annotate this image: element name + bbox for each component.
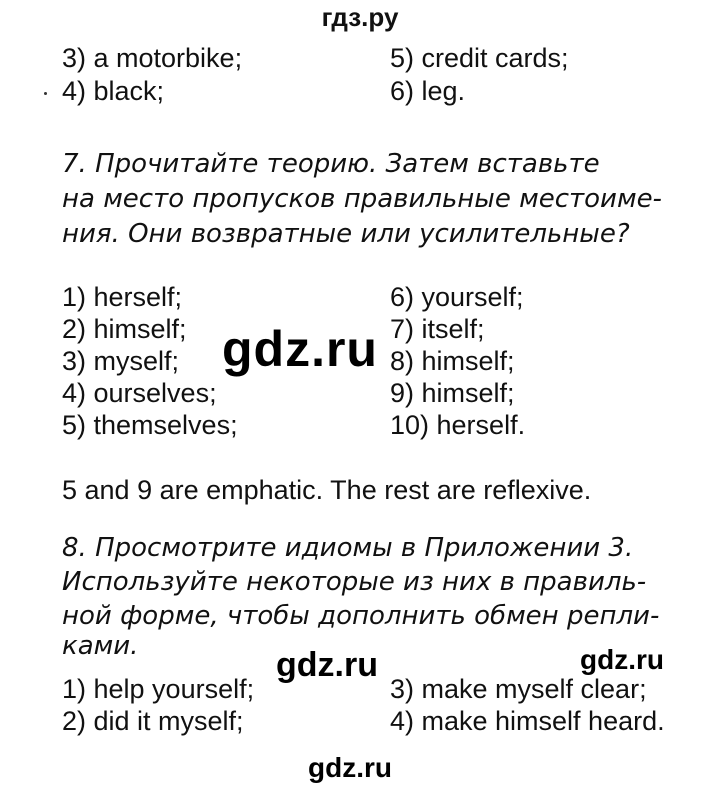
task-7-text-line: на место пропусков правильные местоиме- [62,184,662,214]
answer-item: 8) himself; [390,346,515,376]
answer-item: 1) help yourself; [62,674,255,704]
task-8-text-line: Используйте некоторые из них в правиль- [62,567,647,597]
task-7-note: 5 and 9 are emphatic. The rest are reflexive. [62,475,592,505]
answer-item: 4) black; [62,76,165,106]
task-7-text-line: 7. Прочитайте теорию. Затем вставьте [62,149,600,179]
answer-item: 2) did it myself; [62,706,244,736]
task-7-text-line: ния. Они возвратные или усилительные? [62,219,630,249]
answer-item: 4) ourselves; [62,378,217,408]
answer-item: 4) make himself heard. [390,706,665,736]
site-header: гдз.ру [321,2,399,32]
answer-item: 6) leg. [390,76,466,106]
task-8-text-line: 8. Просмотрите идиомы в Приложении 3. [62,533,634,563]
watermark: gdz.ru [308,752,392,783]
answer-item: 5) themselves; [62,410,238,440]
task-8-text-line: ной форме, чтобы дополнить обмен репли- [62,601,660,631]
speck-mark [44,92,47,95]
answer-item: 2) himself; [62,314,187,344]
answer-item: 9) himself; [390,378,515,408]
answer-item: 3) myself; [62,346,180,376]
answer-item: 3) a motorbike; [62,43,243,73]
task-8-text-line: ками. [62,631,139,661]
answer-item: 5) credit cards; [390,43,569,73]
watermark: gdz.ru [580,644,664,675]
watermark: gdz.ru [222,321,378,377]
answer-item: 10) herself. [390,410,526,440]
watermark: gdz.ru [276,646,378,684]
answer-item: 1) herself; [62,282,183,312]
answer-item: 6) yourself; [390,282,524,312]
answer-item: 3) make myself clear; [390,674,647,704]
answer-item: 7) itself; [390,314,485,344]
